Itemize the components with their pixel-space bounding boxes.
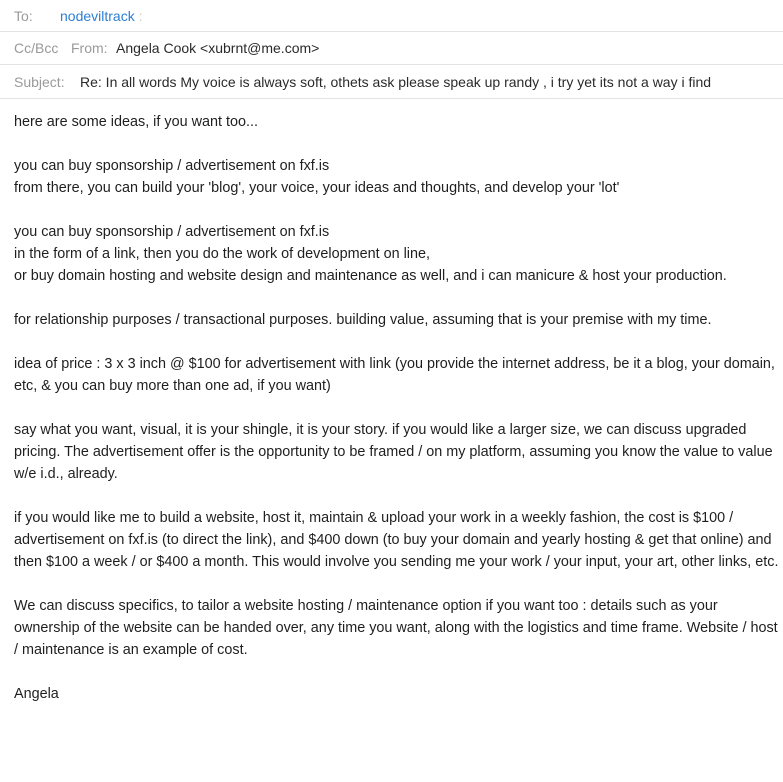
body-paragraph: you can buy sponsorship / advertisement on fxf.is from there, you can build your 'blog', your voice, your ideas and thoughts, and develop your 'lot' (14, 158, 620, 196)
to-field[interactable] (60, 0, 142, 32)
to-label: To: (14, 8, 33, 24)
body-paragraph: here are some ideas, if you want too... (14, 114, 258, 130)
to-row (0, 0, 783, 32)
signature: Angela (14, 686, 59, 702)
recipient-token[interactable]: nodeviltrack (60, 8, 135, 24)
from-label: From: (71, 40, 108, 56)
cc-bcc-label[interactable]: Cc/Bcc (14, 40, 59, 56)
subject-label: Subject: (14, 74, 65, 90)
to-separator: : (138, 8, 143, 24)
body-paragraph: if you would like me to build a website, host it, maintain & upload your work in a weekly fashion, the cost is $100 / advertisement on fxf.is (to direct the link), and $400 down (to buy your domain and yearly hosting & get that online) and then $100 a week / or $400 a month. This would involve you sending me your work / your input, your art, other links, etc. (14, 510, 779, 570)
body-paragraph: you can buy sponsorship / advertisement on fxf.is in the form of a link, then you do the work of development on line, or buy domain hosting and website design and maintenance as well, and i can manicure & host your production. (14, 224, 727, 284)
subject-field[interactable]: Re: In all words My voice is always soft, othets ask please speak up randy , i try yet its not a way i find (80, 74, 712, 90)
from-row (0, 32, 783, 65)
subject-row (0, 65, 783, 99)
body-paragraph: idea of price : 3 x 3 inch @ $100 for advertisement with link (you provide the internet address, be it a blog, your domain, etc, & you can buy more than one ad, if you want) (14, 356, 775, 394)
body-paragraph: for relationship purposes / transactional purposes. building value, assuming that is your premise with my time. (14, 312, 712, 328)
body-paragraph: We can discuss specifics, to tailor a website hosting / maintenance option if you want too : details such as your ownership of the website can be handed over, any time you want, along with the logistics and time frame. Website / host / maintenance is an example of cost. (14, 598, 778, 658)
from-field[interactable]: Angela Cook <xubrnt@me.com> (116, 40, 320, 56)
body-paragraph: say what you want, visual, it is your shingle, it is your story. if you would like a larger size, we can discuss upgraded pricing. The advertisement offer is the opportunity to be framed / on my platform, assuming you know the value to value w/e i.d., already. (14, 422, 773, 482)
message-body[interactable] (14, 111, 779, 705)
